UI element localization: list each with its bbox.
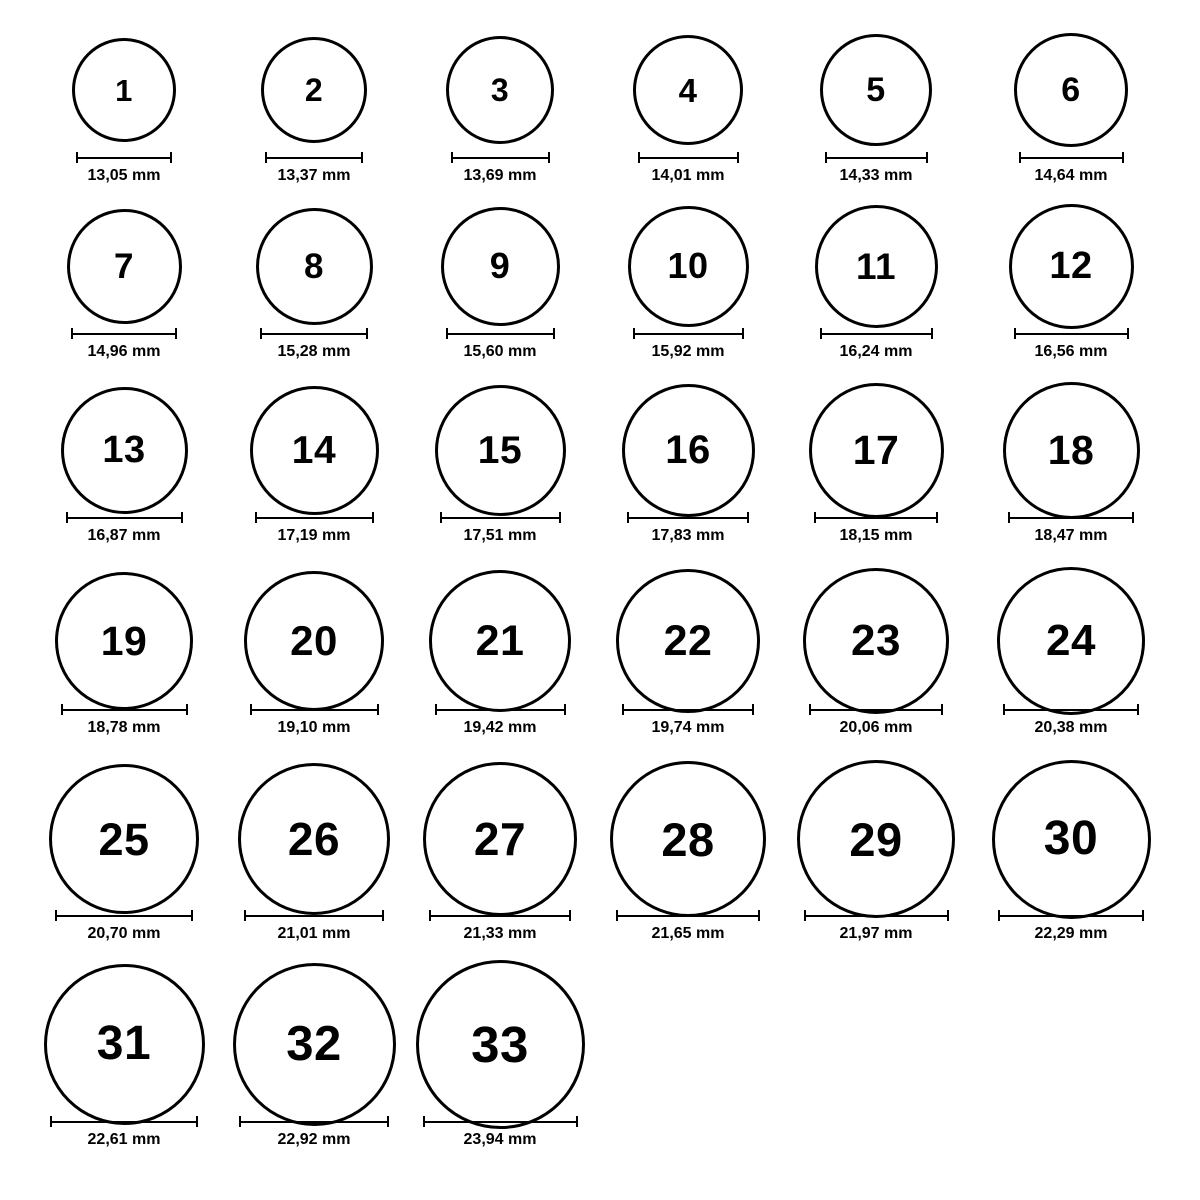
measure-bar-icon: [423, 1116, 578, 1127]
ring-size-item: [588, 578, 788, 736]
ring-size-number: 13: [102, 429, 146, 471]
ring-circle-wrap: [820, 28, 932, 152]
diameter-measure: [633, 328, 744, 360]
ring-circle-wrap: [429, 578, 571, 704]
ring-circle: [423, 762, 577, 916]
ring-circle: [67, 209, 182, 324]
diameter-measure: [809, 704, 943, 736]
ring-circle-wrap: [416, 972, 585, 1116]
ring-size-item: [400, 972, 600, 1148]
ring-circle-wrap: [1009, 204, 1134, 328]
ring-size-item: [400, 204, 600, 360]
ring-size-number: 23: [851, 616, 901, 665]
ring-circle: [435, 385, 566, 516]
diameter-measure: [423, 1116, 578, 1148]
diameter-label: 21,33 mm: [463, 925, 537, 942]
ring-circle-wrap: [622, 388, 755, 512]
ring-size-item: [776, 768, 976, 942]
ring-circle-wrap: [250, 388, 379, 512]
ring-circle: [616, 569, 760, 713]
diameter-measure: [1003, 704, 1139, 736]
ring-size-item: [971, 28, 1171, 184]
ring-circle-wrap: [61, 388, 188, 512]
measure-bar-icon: [616, 910, 760, 921]
diameter-label: 17,51 mm: [463, 527, 537, 544]
ring-circle-wrap: [441, 204, 560, 328]
ring-circle-wrap: [1014, 28, 1128, 152]
measure-bar-icon: [250, 704, 379, 715]
measure-bar-icon: [820, 328, 933, 339]
diameter-measure: [71, 328, 177, 360]
measure-bar-icon: [825, 152, 928, 163]
ring-size-item: [214, 578, 414, 736]
diameter-label: 18,47 mm: [1034, 527, 1108, 544]
diameter-label: 13,37 mm: [277, 167, 351, 184]
ring-size-number: 20: [290, 617, 338, 664]
ring-size-item: [971, 578, 1171, 736]
ring-circle: [441, 207, 560, 326]
ring-size-number: 15: [477, 428, 523, 472]
diameter-measure: [1019, 152, 1124, 184]
ring-size-item: [588, 388, 788, 544]
ring-circle-wrap: [49, 768, 199, 910]
ring-circle-wrap: [55, 578, 193, 704]
diameter-label: 19,74 mm: [651, 719, 725, 736]
ring-size-number: 17: [852, 426, 900, 473]
ring-size-item: [400, 578, 600, 736]
ring-circle-wrap: [261, 28, 367, 152]
ring-circle: [55, 572, 193, 710]
ring-circle-wrap: [997, 578, 1145, 704]
diameter-label: 20,06 mm: [839, 719, 913, 736]
ring-circle: [256, 208, 373, 325]
ring-circle: [238, 763, 390, 915]
ring-circle-wrap: [256, 204, 373, 328]
ring-circle-wrap: [446, 28, 554, 152]
ring-circle-wrap: [803, 578, 949, 704]
ring-size-item: [971, 388, 1171, 544]
ring-circle-wrap: [616, 578, 760, 704]
ring-size-item: [214, 972, 414, 1148]
diameter-label: 22,61 mm: [87, 1131, 161, 1148]
ring-circle: [72, 38, 176, 142]
diameter-measure: [55, 910, 193, 942]
diameter-measure: [255, 512, 374, 544]
diameter-label: 21,97 mm: [839, 925, 913, 942]
measure-bar-icon: [814, 512, 938, 523]
diameter-measure: [622, 704, 754, 736]
measure-bar-icon: [440, 512, 561, 523]
ring-size-item: [588, 28, 788, 184]
ring-circle-wrap: [233, 972, 396, 1116]
diameter-label: 15,60 mm: [463, 343, 537, 360]
ring-size-number: 11: [855, 245, 897, 287]
diameter-measure: [250, 704, 379, 736]
diameter-label: 23,94 mm: [463, 1131, 537, 1148]
diameter-label: 18,15 mm: [839, 527, 913, 544]
ring-size-item: [24, 972, 224, 1148]
measure-bar-icon: [809, 704, 943, 715]
measure-bar-icon: [638, 152, 739, 163]
ring-circle: [610, 761, 766, 917]
ring-size-item: [400, 28, 600, 184]
measure-bar-icon: [622, 704, 754, 715]
diameter-measure: [825, 152, 928, 184]
diameter-label: 15,92 mm: [651, 343, 725, 360]
measure-bar-icon: [1014, 328, 1129, 339]
diameter-label: 14,96 mm: [87, 343, 161, 360]
diameter-measure: [76, 152, 172, 184]
ring-circle: [628, 206, 749, 327]
ring-size-number: 33: [471, 1015, 529, 1073]
ring-circle: [633, 35, 743, 145]
ring-size-item: [971, 768, 1171, 942]
ring-size-number: 25: [98, 813, 150, 865]
ring-circle: [250, 386, 379, 515]
ring-size-number: 5: [866, 71, 886, 109]
ring-circle-wrap: [809, 388, 944, 512]
measure-bar-icon: [446, 328, 555, 339]
diameter-label: 13,05 mm: [87, 167, 161, 184]
ring-size-item: [24, 578, 224, 736]
diameter-measure: [804, 910, 949, 942]
ring-size-item: [24, 204, 224, 360]
ring-size-item: [400, 768, 600, 942]
diameter-label: 20,70 mm: [87, 925, 161, 942]
ring-circle-wrap: [238, 768, 390, 910]
diameter-measure: [627, 512, 749, 544]
diameter-label: 22,92 mm: [277, 1131, 351, 1148]
ring-size-number: 29: [849, 812, 903, 866]
measure-bar-icon: [76, 152, 172, 163]
ring-circle-wrap: [1003, 388, 1140, 512]
measure-bar-icon: [804, 910, 949, 921]
diameter-measure: [820, 328, 933, 360]
ring-circle: [49, 764, 199, 914]
ring-circle-wrap: [72, 28, 176, 152]
ring-size-number: 31: [96, 1017, 152, 1070]
ring-size-item: [214, 388, 414, 544]
diameter-label: 19,10 mm: [277, 719, 351, 736]
ring-size-number: 28: [661, 812, 715, 866]
ring-circle-wrap: [44, 972, 205, 1116]
diameter-label: 18,78 mm: [87, 719, 161, 736]
ring-circle: [815, 205, 938, 328]
ring-circle-wrap: [435, 388, 566, 512]
ring-size-number: 9: [489, 245, 511, 286]
ring-circle: [429, 570, 571, 712]
measure-bar-icon: [260, 328, 368, 339]
diameter-label: 17,83 mm: [651, 527, 725, 544]
diameter-label: 21,01 mm: [277, 925, 351, 942]
measure-bar-icon: [50, 1116, 198, 1127]
ring-size-item: [776, 28, 976, 184]
diameter-measure: [440, 512, 561, 544]
measure-bar-icon: [66, 512, 183, 523]
diameter-label: 19,42 mm: [463, 719, 537, 736]
ring-circle: [1003, 382, 1140, 519]
ring-size-item: [776, 388, 976, 544]
ring-circle: [416, 960, 585, 1129]
ring-size-item: [588, 768, 788, 942]
measure-bar-icon: [244, 910, 384, 921]
diameter-measure: [50, 1116, 198, 1148]
ring-circle: [261, 37, 367, 143]
diameter-label: 16,87 mm: [87, 527, 161, 544]
measure-bar-icon: [61, 704, 188, 715]
ring-circle: [803, 568, 949, 714]
ring-size-number: 30: [1043, 812, 1099, 865]
diameter-measure: [239, 1116, 389, 1148]
ring-circle: [992, 760, 1151, 919]
ring-circle-wrap: [815, 204, 938, 328]
measure-bar-icon: [1003, 704, 1139, 715]
measure-bar-icon: [1019, 152, 1124, 163]
ring-size-item: [24, 28, 224, 184]
diameter-measure: [435, 704, 566, 736]
diameter-measure: [260, 328, 368, 360]
ring-size-number: 2: [304, 72, 324, 108]
ring-size-number: 26: [287, 813, 341, 865]
measure-bar-icon: [55, 910, 193, 921]
ring-size-number: 27: [473, 813, 527, 865]
ring-circle-wrap: [610, 768, 766, 910]
ring-circle: [244, 571, 384, 711]
ring-circle: [809, 383, 944, 518]
ring-size-item: [24, 768, 224, 942]
ring-circle: [820, 34, 932, 146]
ring-size-number: 21: [475, 616, 525, 665]
ring-circle: [61, 387, 188, 514]
diameter-measure: [429, 910, 571, 942]
diameter-label: 20,38 mm: [1034, 719, 1108, 736]
measure-bar-icon: [71, 328, 177, 339]
diameter-measure: [265, 152, 363, 184]
ring-size-number: 32: [286, 1016, 342, 1071]
diameter-label: 16,56 mm: [1034, 343, 1108, 360]
ring-size-item: [776, 204, 976, 360]
measure-bar-icon: [633, 328, 744, 339]
diameter-label: 14,01 mm: [651, 167, 725, 184]
ring-circle: [446, 36, 554, 144]
ring-size-number: 1: [115, 72, 133, 108]
ring-size-item: [776, 578, 976, 736]
diameter-label: 15,28 mm: [277, 343, 351, 360]
measure-bar-icon: [451, 152, 550, 163]
measure-bar-icon: [627, 512, 749, 523]
ring-size-item: [588, 204, 788, 360]
diameter-measure: [998, 910, 1144, 942]
ring-size-number: 3: [490, 72, 510, 108]
ring-circle: [44, 964, 205, 1125]
diameter-label: 14,64 mm: [1034, 167, 1108, 184]
ring-circle-wrap: [423, 768, 577, 910]
ring-size-item: [214, 204, 414, 360]
diameter-measure: [61, 704, 188, 736]
diameter-label: 13,69 mm: [463, 167, 537, 184]
ring-circle: [233, 963, 396, 1126]
ring-circle: [1009, 204, 1134, 329]
diameter-label: 16,24 mm: [839, 343, 913, 360]
ring-size-number: 4: [678, 71, 698, 109]
ring-circle-wrap: [992, 768, 1151, 910]
measure-bar-icon: [1008, 512, 1134, 523]
diameter-label: 14,33 mm: [839, 167, 913, 184]
ring-size-number: 24: [1046, 616, 1096, 665]
ring-size-number: 8: [304, 246, 324, 286]
ring-size-number: 16: [665, 428, 711, 472]
diameter-measure: [616, 910, 760, 942]
diameter-measure: [814, 512, 938, 544]
ring-size-item: [24, 388, 224, 544]
diameter-label: 21,65 mm: [651, 925, 725, 942]
ring-circle: [622, 384, 755, 517]
ring-size-number: 6: [1061, 71, 1081, 109]
measure-bar-icon: [998, 910, 1144, 921]
ring-size-item: [214, 768, 414, 942]
measure-bar-icon: [435, 704, 566, 715]
measure-bar-icon: [239, 1116, 389, 1127]
ring-circle: [997, 567, 1145, 715]
ring-size-number: 22: [663, 616, 713, 665]
ring-circle-wrap: [797, 768, 955, 910]
ring-circle-wrap: [67, 204, 182, 328]
ring-circle: [797, 760, 955, 918]
diameter-measure: [446, 328, 555, 360]
ring-size-number: 14: [291, 428, 337, 472]
diameter-label: 22,29 mm: [1034, 925, 1108, 942]
ring-size-item: [400, 388, 600, 544]
diameter-label: 17,19 mm: [277, 527, 351, 544]
ring-size-item: [971, 204, 1171, 360]
ring-size-number: 19: [100, 617, 148, 664]
ring-circle: [1014, 33, 1128, 147]
measure-bar-icon: [255, 512, 374, 523]
measure-bar-icon: [429, 910, 571, 921]
ring-size-number: 12: [1049, 245, 1093, 287]
ring-size-number: 10: [667, 245, 709, 286]
diameter-measure: [244, 910, 384, 942]
ring-size-item: [214, 28, 414, 184]
ring-circle-wrap: [633, 28, 743, 152]
ring-circle-wrap: [244, 578, 384, 704]
ring-size-number: 18: [1047, 426, 1095, 473]
ring-size-number: 7: [114, 246, 134, 286]
diameter-measure: [451, 152, 550, 184]
diameter-measure: [1008, 512, 1134, 544]
diameter-measure: [1014, 328, 1129, 360]
ring-circle-wrap: [628, 204, 749, 328]
measure-bar-icon: [265, 152, 363, 163]
diameter-measure: [66, 512, 183, 544]
diameter-measure: [638, 152, 739, 184]
